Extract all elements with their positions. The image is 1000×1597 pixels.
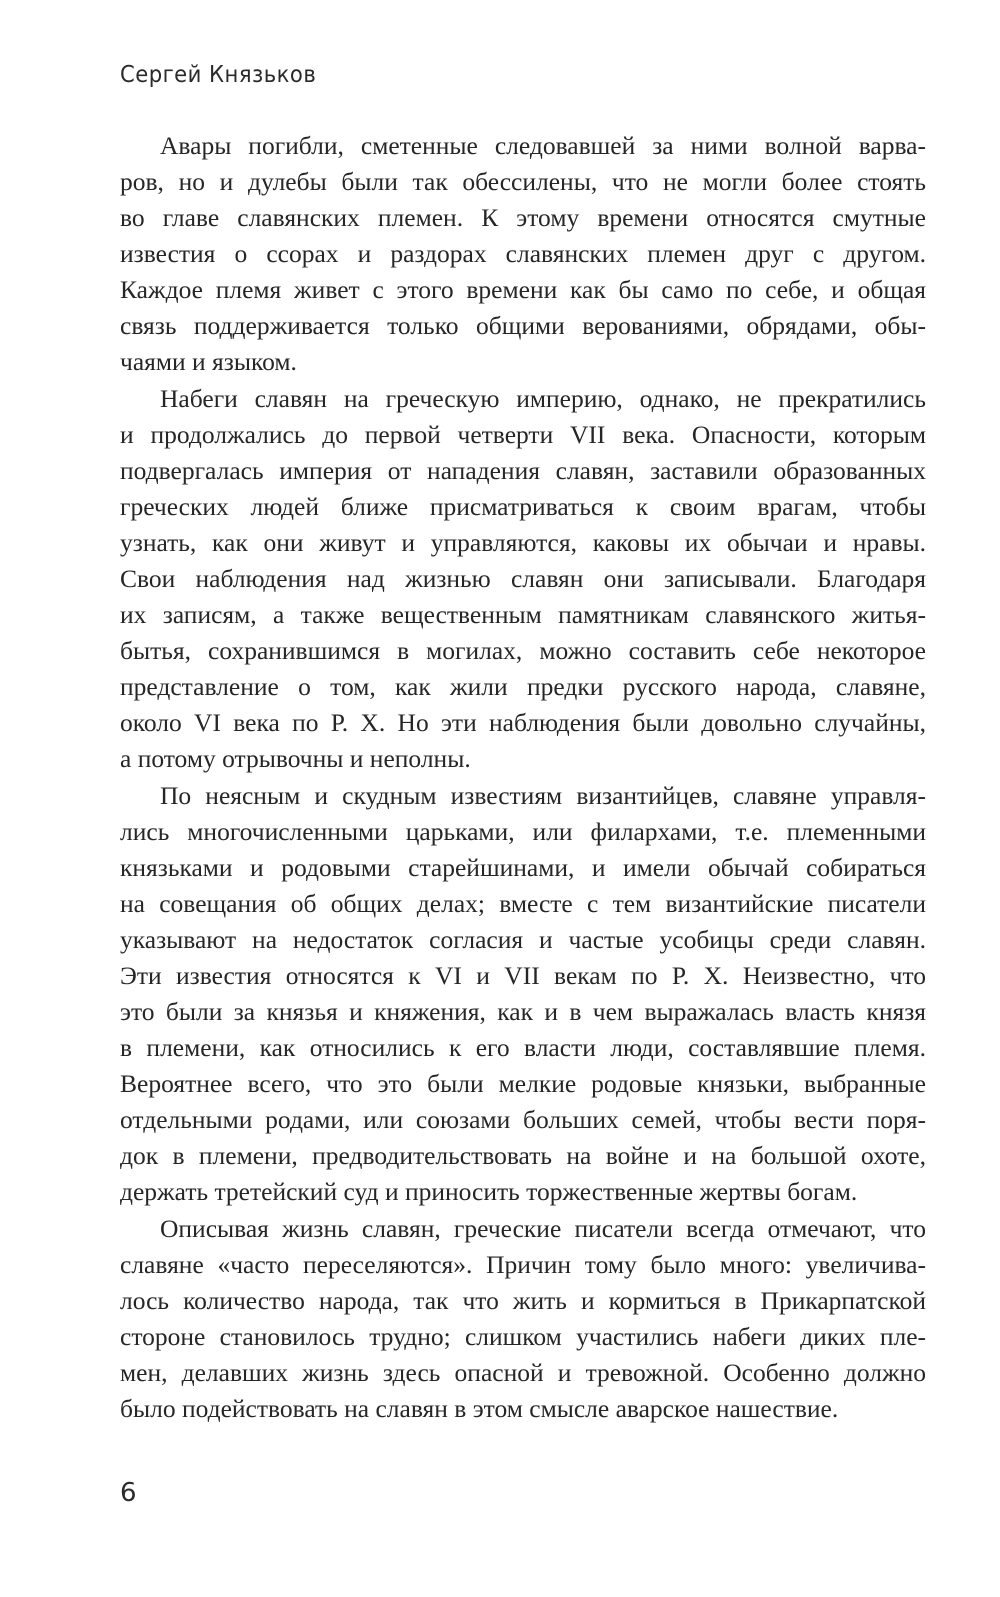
text-line: Набеги славян на греческую империю, однако, не прекратились [160, 384, 926, 413]
text-line: мен, делавших жизнь здесь опасной и тревожной. Особенно должно [120, 1358, 926, 1387]
text-line: лись многочисленными царьками, или филархами, т.е. племенными [120, 817, 926, 846]
page-number: 6 [120, 1478, 137, 1508]
paragraph [120, 1211, 926, 1427]
text-line: узнать, как они живут и управляются, каковы их обычаи и нравы. [120, 528, 926, 557]
text-line: док в племени, предводительствовать на войне и на большой охоте, [120, 1141, 926, 1170]
text-line: во главе славянских племен. К этому времени относятся смутные [120, 203, 926, 232]
text-line: связь поддерживается только общими верованиями, обрядами, обы- [120, 311, 926, 340]
text-line: Эти известия относятся к VI и VII векам по Р. Х. Неизвестно, что [120, 961, 926, 990]
text-line: держать третейский суд и приносить торжественные жертвы богам. [120, 1177, 858, 1206]
text-line: известия о ссорах и раздорах славянских племен друг с другом. [120, 239, 926, 268]
text-line: стороне становилось трудно; слишком участились набеги диких пле- [120, 1322, 926, 1351]
text-line: славяне «часто переселяются». Причин тому было много: увеличива- [120, 1250, 926, 1279]
text-line: это были за князья и княжения, как и в чем выражалась власть князя [120, 997, 926, 1026]
text-line: на совещания об общих делах; вместе с тем византийские писатели [120, 889, 926, 918]
text-line: По неясным и скудным известиям византийцев, славяне управля- [160, 781, 926, 810]
text-line: было подействовать на славян в этом смысле аварское нашествие. [120, 1394, 839, 1423]
text-line: Вероятнее всего, что это были мелкие родовые князьки, выбранные [120, 1069, 926, 1098]
body-text [120, 128, 926, 1428]
text-line: в племени, как относились к его власти люди, составлявшие племя. [120, 1033, 926, 1062]
text-line: Описывая жизнь славян, греческие писатели всегда отмечают, что [160, 1214, 926, 1243]
text-line: лось количество народа, так что жить и кормиться в Прикарпатской [120, 1286, 926, 1315]
text-line: а потому отрывочны и неполны. [120, 744, 471, 773]
text-line: греческих людей ближе присматриваться к своим врагам, чтобы [120, 492, 926, 521]
text-line: чаями и языком. [120, 347, 297, 376]
text-line: князьками и родовыми старейшинами, и имели обычай собираться [120, 853, 926, 882]
text-line: ров, но и дулебы были так обессилены, что не могли более стоять [120, 167, 926, 196]
text-line: бытья, сохранившимся в могилах, можно составить себе некоторое [120, 636, 926, 665]
text-line: Свои наблюдения над жизнью славян они записывали. Благодаря [120, 564, 926, 593]
paragraph [120, 381, 926, 777]
text-line: Авары погибли, сметенные следовавшей за ними волной варва- [160, 131, 926, 160]
text-line: подвергалась империя от нападения славян, заставили образованных [120, 456, 926, 485]
running-header-author: Сергей Князьков [120, 62, 317, 88]
text-line: Каждое племя живет с этого времени как бы само по себе, и общая [120, 275, 926, 304]
text-line: представление о том, как жили предки русского народа, славяне, [120, 672, 926, 701]
text-line: их записям, а также вещественным памятникам славянского житья- [120, 600, 926, 629]
text-line: отдельными родами, или союзами больших семей, чтобы вести поря- [120, 1105, 926, 1134]
paragraph [120, 128, 926, 380]
text-line: около VI века по Р. Х. Но эти наблюдения были довольно случайны, [120, 708, 926, 737]
text-line: указывают на недостаток согласия и частые усобицы среди славян. [120, 925, 926, 954]
paragraph [120, 778, 926, 1210]
text-line: и продолжались до первой четверти VII века. Опасности, которым [120, 420, 926, 449]
